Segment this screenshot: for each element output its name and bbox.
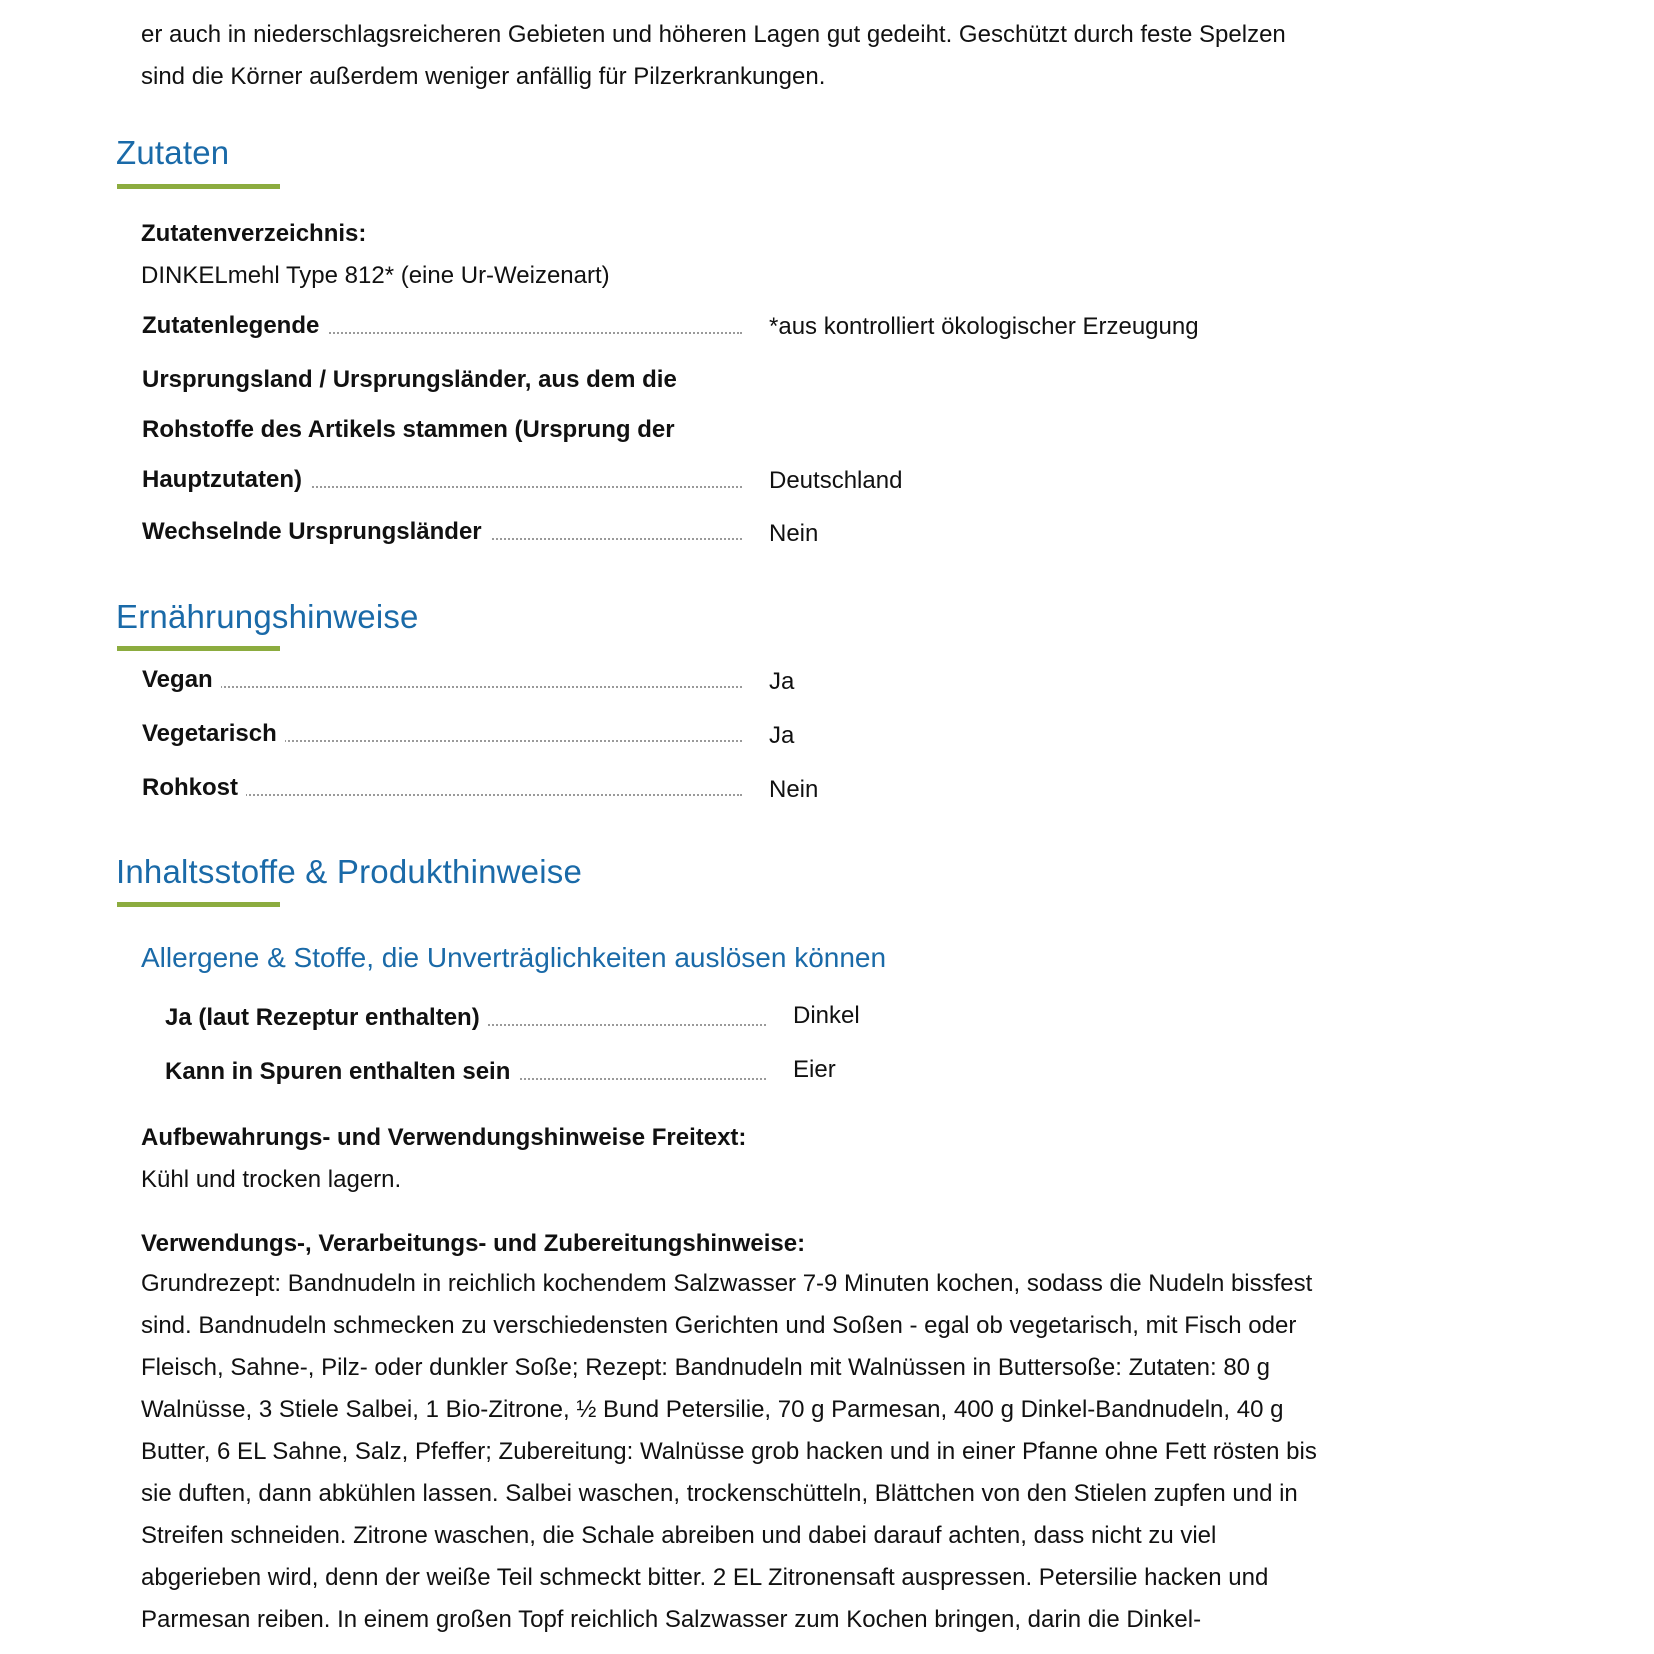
row-label: Vegan	[142, 666, 221, 694]
row-value: Nein	[769, 520, 819, 547]
ursprungsland-label-line-2: Rohstoffe des Artikels stammen (Ursprung der	[142, 416, 675, 443]
row-label: Kann in Spuren enthalten sein	[165, 1058, 518, 1086]
row-label: Wechselnde Ursprungsländer	[142, 518, 490, 546]
verwendung-line: Walnüsse, 3 Stiele Salbei, 1 Bio-Zitrone, ½ Bund Petersilie, 70 g Parmesan, 400 g Dinkel-Bandnudeln, 40 g	[141, 1396, 1284, 1423]
row-label: Zutatenlegende	[142, 312, 327, 340]
leader-dots	[485, 1024, 766, 1026]
leader-dots	[322, 332, 742, 334]
section-heading-inhaltsstoffe: Inhaltsstoffe & Produkthinweise	[116, 853, 583, 890]
intro-line-2: sind die Körner außerdem weniger anfällig für Pilzerkrankungen.	[141, 63, 826, 90]
verwendung-line: Streifen schneiden. Zitrone waschen, die Schale abreiben und dabei darauf achten, dass nicht zu viel	[141, 1522, 1217, 1549]
row-value: Ja	[769, 668, 795, 695]
leader-dots	[280, 740, 742, 742]
row-value: Dinkel	[793, 1002, 860, 1029]
leader-dots	[220, 686, 742, 688]
row-allergene-spuren	[165, 1054, 766, 1094]
verwendung-line: Parmesan reiben. In einem großen Topf reichlich Salzwasser zum Kochen bringen, darin die Dinkel-	[141, 1606, 1202, 1633]
zutatenverzeichnis-value: DINKELmehl Type 812* (eine Ur-Weizenart)	[141, 262, 610, 289]
intro-line-1: er auch in niederschlagsreicheren Gebieten und höheren Lagen gut gedeiht. Geschützt durch feste Spelzen	[141, 21, 1286, 48]
row-value: Nein	[769, 776, 819, 803]
verwendung-line: sind. Bandnudeln schmecken zu verschiedensten Gerichten und Soßen - egal ob vegetarisch, mit Fisch oder	[141, 1312, 1297, 1339]
row-value: Deutschland	[769, 467, 903, 494]
verwendung-label: Verwendungs-, Verarbeitungs- und Zubereitungshinweise:	[141, 1230, 806, 1257]
row-value: Ja	[769, 722, 795, 749]
section-heading-ernaehrung: Ernährungshinweise	[116, 598, 419, 635]
row-label: Ja (laut Rezeptur enthalten)	[165, 1004, 488, 1032]
verwendung-line: Fleisch, Sahne-, Pilz- oder dunkler Soße; Rezept: Bandnudeln mit Walnüssen in Buttersoße: Zutaten: 80 g	[141, 1354, 1271, 1381]
leader-dots	[472, 538, 742, 540]
row-label: Hauptzutaten)	[142, 466, 310, 494]
subheading-allergene: Allergene & Stoffe, die Unverträglichkeiten auslösen können	[141, 942, 887, 973]
section-heading-zutaten: Zutaten	[116, 134, 230, 171]
leader-dots	[312, 486, 742, 488]
verwendung-line: Butter, 6 EL Sahne, Salz, Pfeffer; Zubereitung: Walnüsse grob hacken und in einer Pfanne ohne Fett rösten bis	[141, 1438, 1317, 1465]
row-allergene-enthalten	[165, 1000, 766, 1040]
verwendung-line: abgerieben wird, denn der weiße Teil schmeckt bitter. 2 EL Zitronensaft auspressen. Petersilie hacken und	[141, 1564, 1269, 1591]
leader-dots	[242, 794, 742, 796]
row-wechselnde-ursprungslaender	[142, 514, 742, 554]
row-ursprungsland	[142, 462, 742, 502]
row-label: Vegetarisch	[142, 720, 285, 748]
row-label: Rohkost	[142, 774, 246, 802]
row-value: Eier	[793, 1056, 836, 1083]
verwendung-line: sie duften, dann abkühlen lassen. Salbei waschen, trockenschütteln, Blättchen von den Stielen zupfen und in	[141, 1480, 1298, 1507]
row-rohkost	[142, 770, 742, 810]
row-vegan	[142, 662, 742, 702]
row-vegetarisch	[142, 716, 742, 756]
leader-dots	[509, 1078, 766, 1080]
aufbewahrung-label: Aufbewahrungs- und Verwendungshinweise Freitext:	[141, 1124, 747, 1151]
row-zutatenlegende	[142, 308, 742, 348]
row-value: *aus kontrolliert ökologischer Erzeugung	[769, 313, 1199, 340]
zutatenverzeichnis-label: Zutatenverzeichnis:	[141, 220, 367, 247]
section-rule	[117, 184, 280, 189]
section-rule	[117, 902, 280, 907]
verwendung-line: Grundrezept: Bandnudeln in reichlich kochendem Salzwasser 7-9 Minuten kochen, sodass die Nudeln bissfest	[141, 1270, 1313, 1297]
ursprungsland-label-line-1: Ursprungsland / Ursprungsländer, aus dem die	[142, 366, 677, 393]
aufbewahrung-value: Kühl und trocken lagern.	[141, 1166, 402, 1193]
section-rule	[117, 646, 280, 651]
